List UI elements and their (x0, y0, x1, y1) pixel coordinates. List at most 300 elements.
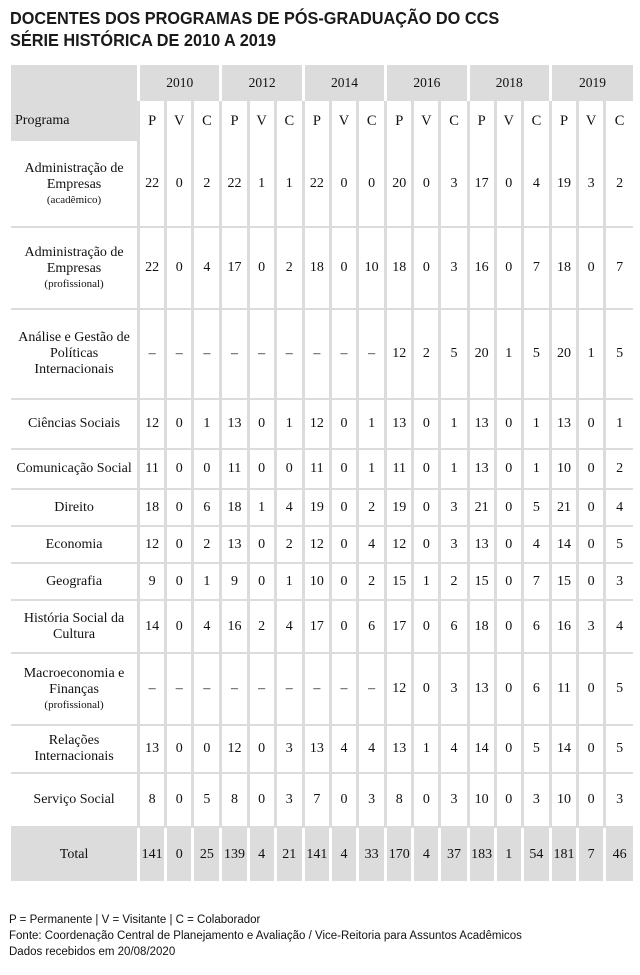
value-cell: 2 (605, 449, 633, 489)
value-cell: 5 (605, 309, 633, 399)
value-cell: – (248, 653, 275, 725)
value-cell: 22 (139, 227, 166, 309)
value-cell: 0 (248, 773, 275, 827)
program-name-text: Serviço Social (33, 792, 115, 807)
value-cell: 5 (605, 725, 633, 773)
value-cell: 0 (330, 773, 357, 827)
program-name (11, 653, 139, 725)
value-cell: 0 (495, 489, 522, 526)
value-cell: 0 (413, 141, 440, 227)
value-cell: 3 (605, 563, 633, 600)
table-row (11, 653, 633, 725)
value-cell: 13 (468, 653, 495, 725)
total-value-cell: 33 (358, 827, 386, 881)
value-cell: 14 (139, 600, 166, 653)
table-row (11, 773, 633, 827)
sub-header-v: V (495, 101, 522, 141)
sub-header-c: C (440, 101, 468, 141)
value-cell: 2 (605, 141, 633, 227)
sub-header-p: P (139, 101, 166, 141)
value-cell: 0 (578, 563, 605, 600)
total-value-cell: 54 (522, 827, 550, 881)
value-cell: 1 (248, 489, 275, 526)
legend-date: Dados recebidos em 20/08/2020 (9, 946, 176, 958)
value-cell: 0 (330, 449, 357, 489)
program-name-qualifier: (profissional) (44, 278, 104, 290)
value-cell: 0 (495, 526, 522, 563)
value-cell: 13 (386, 725, 413, 773)
program-name-text: Economia (45, 536, 103, 552)
value-cell: 20 (550, 309, 577, 399)
value-cell: 8 (139, 773, 166, 827)
value-cell: 1 (495, 309, 522, 399)
value-cell: 16 (468, 227, 495, 309)
program-name (11, 563, 139, 600)
value-cell: – (330, 309, 357, 399)
value-cell: 0 (248, 725, 275, 773)
value-cell: 2 (193, 141, 221, 227)
value-cell: 0 (413, 526, 440, 563)
header-corner (11, 65, 139, 101)
value-cell: 0 (166, 489, 193, 526)
value-cell: 0 (166, 141, 193, 227)
value-cell: – (166, 309, 193, 399)
value-cell: 3 (440, 489, 468, 526)
value-cell: 13 (468, 526, 495, 563)
program-name-text: Administração de Empresas (24, 160, 124, 192)
year-header: 2018 (468, 65, 550, 101)
value-cell: 3 (440, 773, 468, 827)
value-cell: – (193, 653, 221, 725)
value-cell: – (193, 309, 221, 399)
value-cell: – (166, 653, 193, 725)
value-cell: 0 (578, 399, 605, 449)
value-cell: 13 (550, 399, 577, 449)
program-name-text: História Social da Cultura (23, 610, 125, 642)
value-cell: 10 (468, 773, 495, 827)
table-body (11, 141, 633, 881)
value-cell: 0 (578, 653, 605, 725)
value-cell: 10 (358, 227, 386, 309)
sub-header-v: V (413, 101, 440, 141)
value-cell: 0 (413, 227, 440, 309)
value-cell: 0 (495, 600, 522, 653)
value-cell: 20 (386, 141, 413, 227)
value-cell: 18 (221, 489, 248, 526)
value-cell: 10 (303, 563, 330, 600)
value-cell: 2 (358, 489, 386, 526)
value-cell: 0 (166, 563, 193, 600)
value-cell: 17 (468, 141, 495, 227)
program-name-text: Macroeconomia e Finanças (23, 666, 125, 697)
value-cell: 12 (386, 653, 413, 725)
value-cell: 0 (495, 227, 522, 309)
value-cell: 4 (522, 526, 550, 563)
program-name-qualifier: (profissional) (44, 699, 104, 711)
legend (9, 912, 522, 960)
value-cell: 0 (495, 563, 522, 600)
value-cell: 7 (522, 563, 550, 600)
value-cell: 1 (522, 399, 550, 449)
value-cell: 3 (440, 227, 468, 309)
program-name (11, 489, 139, 526)
value-cell: 0 (330, 489, 357, 526)
value-cell: 0 (578, 449, 605, 489)
title-line-2: SÉRIE HISTÓRICA DE 2010 A 2019 (10, 30, 276, 50)
value-cell: 0 (166, 526, 193, 563)
value-cell: 11 (550, 653, 577, 725)
value-cell: 16 (550, 600, 577, 653)
value-cell: 3 (275, 725, 303, 773)
value-cell: 10 (550, 449, 577, 489)
value-cell: 7 (605, 227, 633, 309)
value-cell: 0 (495, 399, 522, 449)
value-cell: 4 (193, 600, 221, 653)
value-cell: 15 (550, 563, 577, 600)
value-cell: 13 (221, 399, 248, 449)
value-cell: 0 (248, 526, 275, 563)
value-cell: 4 (193, 227, 221, 309)
sub-header-v: V (166, 101, 193, 141)
value-cell: 0 (193, 449, 221, 489)
table-row (11, 600, 633, 653)
value-cell: 0 (578, 489, 605, 526)
value-cell: 1 (193, 563, 221, 600)
value-cell: 22 (221, 141, 248, 227)
value-cell: 2 (358, 563, 386, 600)
sub-header-c: C (605, 101, 633, 141)
program-name (11, 309, 139, 399)
value-cell: 11 (139, 449, 166, 489)
program-name (11, 449, 139, 489)
value-cell: 5 (605, 653, 633, 725)
value-cell: 18 (550, 227, 577, 309)
value-cell: 3 (578, 141, 605, 227)
value-cell: 20 (468, 309, 495, 399)
value-cell: 4 (275, 489, 303, 526)
value-cell: – (275, 653, 303, 725)
total-value-cell: 139 (221, 827, 248, 881)
total-value-cell: 7 (578, 827, 605, 881)
table-row (11, 399, 633, 449)
value-cell: 0 (495, 725, 522, 773)
value-cell: 3 (440, 526, 468, 563)
total-value-cell: 4 (330, 827, 357, 881)
value-cell: 1 (522, 449, 550, 489)
value-cell: 6 (522, 600, 550, 653)
value-cell: 12 (303, 526, 330, 563)
program-name-text: Direito (54, 499, 94, 515)
program-name-qualifier: (acadêmico) (46, 193, 102, 206)
value-cell: – (221, 653, 248, 725)
value-cell: 8 (386, 773, 413, 827)
value-cell: 8 (221, 773, 248, 827)
value-cell: 19 (386, 489, 413, 526)
value-cell: 13 (386, 399, 413, 449)
year-header: 2019 (550, 65, 633, 101)
value-cell: 21 (550, 489, 577, 526)
value-cell: 0 (413, 449, 440, 489)
value-cell: 14 (550, 725, 577, 773)
table-row (11, 141, 633, 227)
value-cell: 10 (550, 773, 577, 827)
sub-header-c: C (522, 101, 550, 141)
value-cell: 0 (166, 600, 193, 653)
value-cell: 0 (578, 526, 605, 563)
table-row (11, 309, 633, 399)
table-row (11, 725, 633, 773)
sub-header-v: V (578, 101, 605, 141)
sub-header-p: P (303, 101, 330, 141)
value-cell: 12 (386, 309, 413, 399)
value-cell: 7 (522, 227, 550, 309)
program-name-text: Relações Internacionais (34, 733, 114, 764)
table-row (11, 449, 633, 489)
value-cell: 1 (275, 563, 303, 600)
program-name (11, 526, 139, 563)
value-cell: 3 (522, 773, 550, 827)
total-value-cell: 0 (166, 827, 193, 881)
value-cell: 12 (221, 725, 248, 773)
value-cell: 0 (248, 449, 275, 489)
legend-abbreviations: P = Permanente | V = Visitante | C = Colaborador (9, 914, 261, 926)
value-cell: 13 (303, 725, 330, 773)
value-cell: – (221, 309, 248, 399)
value-cell: 4 (275, 600, 303, 653)
value-cell: – (248, 309, 275, 399)
value-cell: 2 (440, 563, 468, 600)
program-name (11, 725, 139, 773)
value-cell: – (303, 309, 330, 399)
value-cell: 5 (522, 489, 550, 526)
sub-header-c: C (275, 101, 303, 141)
value-cell: 17 (386, 600, 413, 653)
value-cell: 2 (248, 600, 275, 653)
value-cell: 0 (578, 227, 605, 309)
total-value-cell: 46 (605, 827, 633, 881)
value-cell: 0 (193, 725, 221, 773)
year-header: 2010 (139, 65, 221, 101)
value-cell: 19 (303, 489, 330, 526)
program-name-text: Comunicação Social (16, 461, 132, 476)
total-value-cell: 21 (275, 827, 303, 881)
title-line-1: DOCENTES DOS PROGRAMAS DE PÓS-GRADUAÇÃO DO CCS (10, 8, 500, 28)
total-value-cell: 4 (413, 827, 440, 881)
program-column-header: Programa (11, 101, 139, 141)
value-cell: 9 (139, 563, 166, 600)
value-cell: 6 (193, 489, 221, 526)
value-cell: 4 (440, 725, 468, 773)
value-cell: 13 (468, 449, 495, 489)
value-cell: 3 (440, 141, 468, 227)
year-header: 2016 (386, 65, 468, 101)
program-name-text: Administração de Empresas (24, 245, 124, 276)
value-cell: 1 (440, 449, 468, 489)
value-cell: 0 (166, 399, 193, 449)
value-cell: 16 (221, 600, 248, 653)
sub-header-c: C (358, 101, 386, 141)
value-cell: 5 (193, 773, 221, 827)
page-title (10, 7, 499, 51)
value-cell: 4 (605, 489, 633, 526)
value-cell: 0 (248, 399, 275, 449)
program-name-text: Ciências Sociais (27, 416, 121, 431)
value-cell: 0 (495, 653, 522, 725)
value-cell: 0 (166, 227, 193, 309)
value-cell: 1 (275, 141, 303, 227)
sub-header-v: V (330, 101, 357, 141)
value-cell: 1 (358, 399, 386, 449)
sub-header-p: P (221, 101, 248, 141)
value-cell: 0 (578, 773, 605, 827)
table-row (11, 526, 633, 563)
value-cell: 0 (413, 399, 440, 449)
sub-header-v: V (248, 101, 275, 141)
value-cell: 5 (440, 309, 468, 399)
value-cell: 7 (303, 773, 330, 827)
value-cell: 0 (330, 227, 357, 309)
value-cell: 11 (386, 449, 413, 489)
value-cell: 6 (522, 653, 550, 725)
sub-header-row (11, 101, 633, 141)
total-value-cell: 4 (248, 827, 275, 881)
value-cell: 3 (358, 773, 386, 827)
value-cell: 22 (139, 141, 166, 227)
value-cell: 2 (413, 309, 440, 399)
legend-source: Fonte: Coordenação Central de Planejamento e Avaliação / Vice-Reitoria para Assuntos Acadêmicos (9, 930, 522, 942)
value-cell: 0 (275, 449, 303, 489)
value-cell: – (358, 309, 386, 399)
value-cell: 0 (330, 141, 357, 227)
value-cell: 0 (330, 563, 357, 600)
total-value-cell: 141 (139, 827, 166, 881)
value-cell: 0 (495, 141, 522, 227)
value-cell: 18 (139, 489, 166, 526)
value-cell: 2 (275, 526, 303, 563)
value-cell: 4 (605, 600, 633, 653)
value-cell: – (303, 653, 330, 725)
value-cell: 0 (413, 773, 440, 827)
value-cell: 2 (275, 227, 303, 309)
value-cell: 22 (303, 141, 330, 227)
table-row (11, 563, 633, 600)
value-cell: 1 (275, 399, 303, 449)
value-cell: 15 (386, 563, 413, 600)
value-cell: 6 (358, 600, 386, 653)
value-cell: 4 (358, 526, 386, 563)
value-cell: 5 (605, 526, 633, 563)
value-cell: 0 (495, 773, 522, 827)
value-cell: 13 (468, 399, 495, 449)
total-value-cell: 183 (468, 827, 495, 881)
value-cell: 0 (330, 600, 357, 653)
program-name (11, 600, 139, 653)
value-cell: 17 (303, 600, 330, 653)
value-cell: 0 (248, 227, 275, 309)
value-cell: 14 (550, 526, 577, 563)
total-label: Total (11, 827, 139, 881)
value-cell: 13 (139, 725, 166, 773)
value-cell: 1 (413, 563, 440, 600)
value-cell: 14 (468, 725, 495, 773)
value-cell: 0 (413, 653, 440, 725)
total-value-cell: 37 (440, 827, 468, 881)
total-value-cell: 141 (303, 827, 330, 881)
value-cell: 3 (440, 653, 468, 725)
value-cell: 0 (248, 563, 275, 600)
year-header-row (11, 65, 633, 101)
value-cell: 5 (522, 309, 550, 399)
value-cell: – (139, 653, 166, 725)
value-cell: 4 (522, 141, 550, 227)
value-cell: 21 (468, 489, 495, 526)
value-cell: 0 (330, 399, 357, 449)
table-row (11, 227, 633, 309)
program-name (11, 141, 139, 227)
value-cell: 11 (221, 449, 248, 489)
year-header: 2014 (303, 65, 385, 101)
value-cell: 18 (386, 227, 413, 309)
total-value-cell: 170 (386, 827, 413, 881)
value-cell: – (139, 309, 166, 399)
value-cell: 13 (221, 526, 248, 563)
program-name (11, 399, 139, 449)
value-cell: 9 (221, 563, 248, 600)
value-cell: 3 (275, 773, 303, 827)
value-cell: 6 (440, 600, 468, 653)
sub-header-c: C (193, 101, 221, 141)
program-name (11, 773, 139, 827)
sub-header-p: P (468, 101, 495, 141)
faculty-table (11, 65, 633, 881)
total-value-cell: 1 (495, 827, 522, 881)
value-cell: 12 (303, 399, 330, 449)
value-cell: 11 (303, 449, 330, 489)
program-name-text: Geografia (46, 573, 103, 589)
value-cell: 17 (221, 227, 248, 309)
value-cell: 0 (330, 526, 357, 563)
value-cell: 1 (440, 399, 468, 449)
program-name (11, 227, 139, 309)
value-cell: 3 (605, 773, 633, 827)
value-cell: 18 (468, 600, 495, 653)
value-cell: – (358, 653, 386, 725)
value-cell: – (330, 653, 357, 725)
value-cell: 0 (166, 725, 193, 773)
value-cell: 1 (413, 725, 440, 773)
value-cell: 4 (330, 725, 357, 773)
value-cell: 0 (578, 725, 605, 773)
value-cell: 1 (193, 399, 221, 449)
value-cell: 1 (248, 141, 275, 227)
value-cell: 1 (605, 399, 633, 449)
total-value-cell: 25 (193, 827, 221, 881)
program-name-text: Análise e Gestão de Políticas Internacionais (18, 330, 130, 377)
sub-header-p: P (386, 101, 413, 141)
value-cell: 12 (139, 526, 166, 563)
value-cell: 19 (550, 141, 577, 227)
value-cell: 12 (139, 399, 166, 449)
value-cell: 4 (358, 725, 386, 773)
value-cell: 18 (303, 227, 330, 309)
sub-header-p: P (550, 101, 577, 141)
value-cell: 0 (166, 773, 193, 827)
value-cell: 0 (413, 489, 440, 526)
value-cell: 0 (166, 449, 193, 489)
value-cell: 0 (413, 600, 440, 653)
value-cell: 0 (495, 449, 522, 489)
value-cell: 1 (358, 449, 386, 489)
